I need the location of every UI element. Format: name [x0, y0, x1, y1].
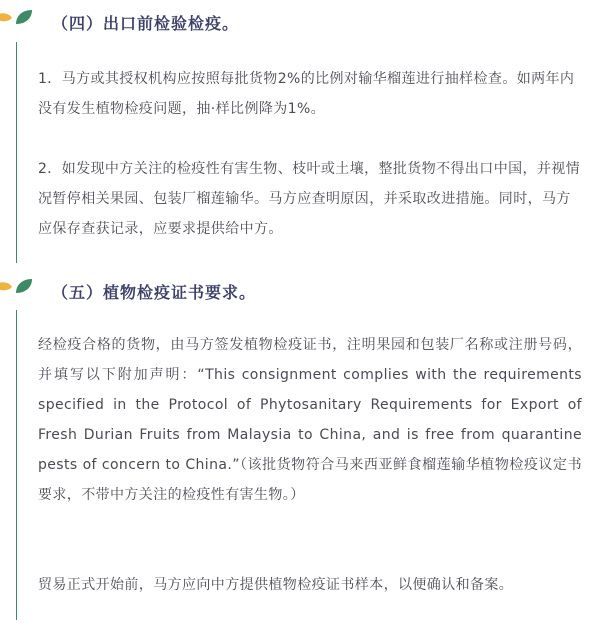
section-divider-line [16, 42, 17, 263]
paragraph: 贸易正式开始前，马方应向中方提供植物检疫证书样本，以便确认和备案。 [38, 577, 514, 593]
sprout-leaves-icon [0, 8, 34, 28]
section-title: （四）出口前检验检疫。 [52, 14, 240, 33]
sprout-leaves-icon [0, 277, 34, 297]
paragraph: 2．如发现中方关注的检疫性有害生物、枝叶或土壤，整批货物不得出口中国，并视情况暂停相关果园、包装厂榴莲输华。马方应查明原因，并采取改进措施。同时，马方应保存查获记录，应要求提供给中方。 [38, 161, 581, 237]
paragraph: 经检疫合格的货物，由马方签发植物检疫证书，注明果园和包装厂名称或注册号码，并填写以下附加声明：“This consignment complies with the requirements specified in the Protocol of Phytosanitary Requirements for Export of Fresh Durian Fruits from Malaysia to China, and is free from quarantine pests of concern to China.”（该批货物符合马来西亚鲜食榴莲输华植物检疫议定书要求，不带中方关注的检疫性有害生物。） [38, 337, 582, 503]
section-divider-line [16, 310, 17, 620]
section-title: （五）植物检疫证书要求。 [52, 283, 257, 302]
paragraph: 1．马方或其授权机构应按照每批货物2%的比例对输华榴莲进行抽样检查。如两年内没有发生植物检疫问题，抽·样比例降为1%。 [38, 71, 575, 117]
